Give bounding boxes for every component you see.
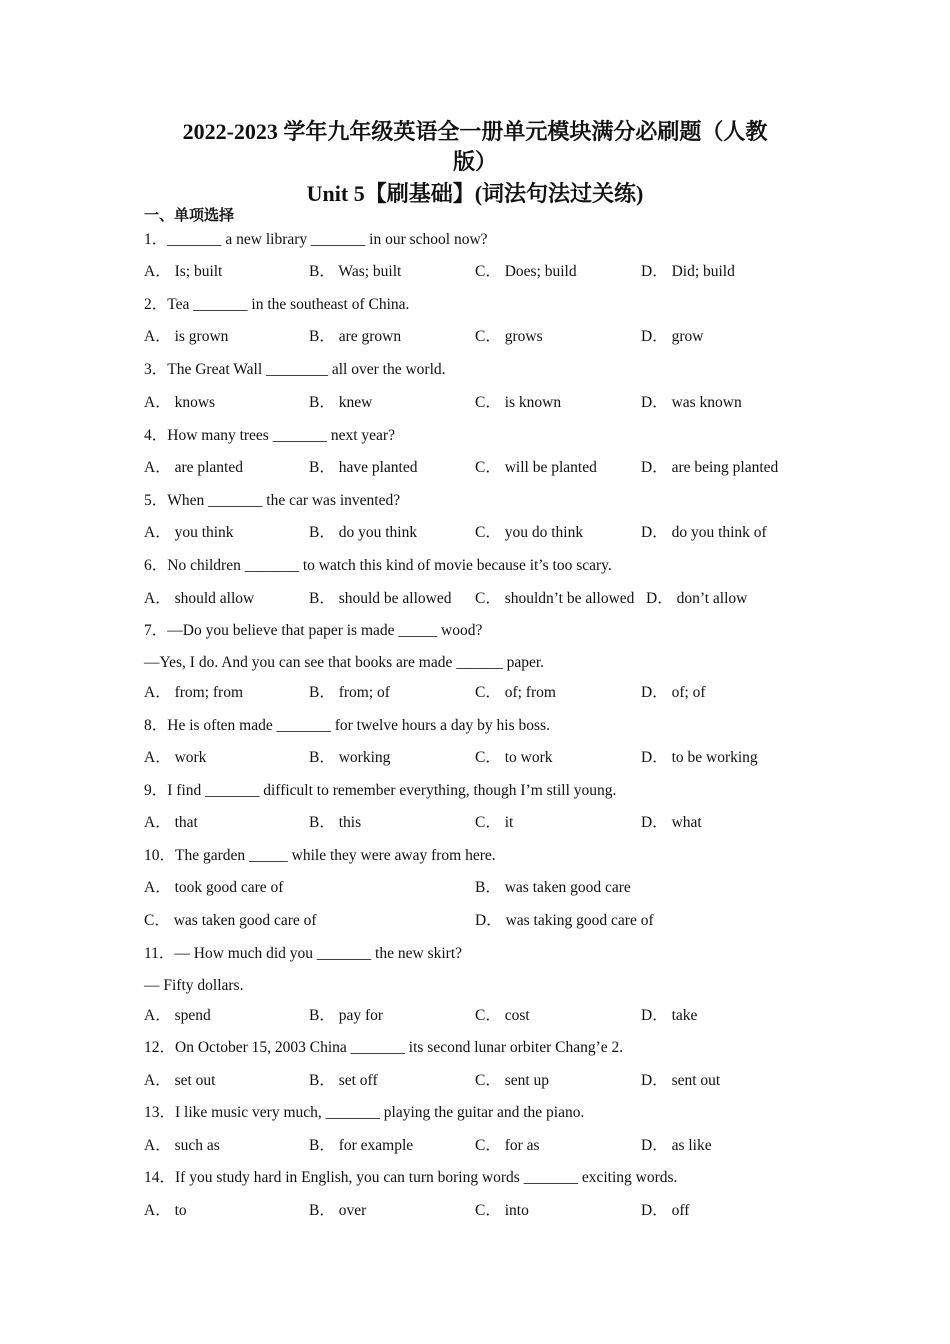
question-options	[144, 1006, 824, 1026]
option-b: B． over	[309, 1202, 367, 1219]
option-d: D． to be working	[641, 749, 758, 766]
option-a: A． you think	[144, 524, 234, 541]
question-stem-reply: —Yes, I do. And you can see that books are made ______ paper.	[144, 654, 545, 671]
option-b: B． set off	[309, 1072, 378, 1089]
question-options	[144, 589, 824, 609]
option-c: C． was taken good care of	[144, 912, 317, 929]
question-stem: 2．Tea _______ in the southeast of China.	[144, 296, 410, 313]
option-d: D． sent out	[641, 1072, 721, 1089]
doc-title-unit: Unit 5【刷基础】(词法句法过关练)	[306, 181, 644, 206]
question-stem: 4．How many trees _______ next year?	[144, 427, 395, 444]
option-a: A． such as	[144, 1137, 220, 1154]
question-options	[144, 523, 824, 543]
question-options	[144, 393, 824, 413]
question-stem: 5．When _______ the car was invented?	[144, 492, 401, 509]
question-stem: 9．I find _______ difficult to remember everything, though I’m still young.	[144, 782, 617, 799]
option-d: D． what	[641, 814, 702, 831]
question-stem: 3．The Great Wall ________ all over the world.	[144, 361, 446, 378]
option-c: C． grows	[475, 328, 543, 345]
option-a: A． work	[144, 749, 207, 766]
option-a: A． that	[144, 814, 198, 831]
question-stem: 11．— How much did you _______ the new skirt?	[144, 945, 462, 962]
option-c: C． it	[475, 814, 514, 831]
option-c: C． to work	[475, 749, 553, 766]
question-options	[144, 813, 824, 833]
option-c: C． of; from	[475, 684, 556, 701]
option-d: D． grow	[641, 328, 704, 345]
option-c: C． Does; build	[475, 263, 577, 280]
question-stem: 13．I like music very much, _______ playing the guitar and the piano.	[144, 1104, 585, 1121]
option-d: D． off	[641, 1202, 690, 1219]
section-heading: 一、单项选择	[144, 208, 235, 224]
option-d: D． as like	[641, 1137, 712, 1154]
question-stem: 6．No children _______ to watch this kind of movie because it’s too scary.	[144, 557, 612, 574]
question-options	[144, 748, 824, 768]
option-d: D． are being planted	[641, 459, 779, 476]
option-a: A． is grown	[144, 328, 229, 345]
option-a: A． are planted	[144, 459, 243, 476]
question-options	[144, 911, 824, 931]
question-options	[144, 327, 824, 347]
option-a: A． to	[144, 1202, 187, 1219]
option-c: C． you do think	[475, 524, 584, 541]
option-b: B． do you think	[309, 524, 418, 541]
question-stem: 10．The garden _____ while they were away from here.	[144, 847, 496, 864]
doc-title-line2: 版）	[452, 149, 497, 174]
question-stem: 7．—Do you believe that paper is made _____ wood?	[144, 622, 483, 639]
option-c: C． is known	[475, 394, 562, 411]
question-stem: 14．If you study hard in English, you can turn boring words _______ exciting words.	[144, 1169, 678, 1186]
option-b: B． pay for	[309, 1007, 384, 1024]
option-d: D． of; of	[641, 684, 706, 701]
option-c: C． for as	[475, 1137, 540, 1154]
question-options	[144, 1136, 824, 1156]
option-a: A． Is; built	[144, 263, 223, 280]
option-d: D． don’t allow	[646, 590, 748, 607]
question-stem-reply: — Fifty dollars.	[144, 977, 244, 994]
option-a: A． set out	[144, 1072, 216, 1089]
option-d: D． do you think of	[641, 524, 767, 541]
option-b: B． this	[309, 814, 362, 831]
question-stem: 1．_______ a new library _______ in our school now?	[144, 231, 488, 248]
option-d: D． Did; build	[641, 263, 735, 280]
doc-title-line1: 2022-2023 学年九年级英语全一册单元模块满分必刷题（人教	[182, 119, 768, 144]
question-options	[144, 683, 824, 703]
question-stem: 12．On October 15, 2003 China _______ its second lunar orbiter Chang’e 2.	[144, 1039, 624, 1056]
option-b: B． was taken good care	[475, 879, 631, 896]
option-c: C． will be planted	[475, 459, 597, 476]
option-c: C． cost	[475, 1007, 530, 1024]
option-c: C． into	[475, 1202, 529, 1219]
option-b: B． should be allowed	[309, 590, 452, 607]
option-a: A． from; from	[144, 684, 244, 701]
option-d: D． take	[641, 1007, 698, 1024]
question-options	[144, 878, 824, 898]
option-d: D． was taking good care of	[475, 912, 654, 929]
option-d: D． was known	[641, 394, 742, 411]
option-c: C． sent up	[475, 1072, 550, 1089]
question-options	[144, 1201, 824, 1221]
option-c: C． shouldn’t be allowed	[475, 590, 635, 607]
option-b: B． are grown	[309, 328, 402, 345]
option-b: B． Was; built	[309, 263, 402, 280]
option-b: B． working	[309, 749, 391, 766]
option-b: B． for example	[309, 1137, 414, 1154]
option-b: B． from; of	[309, 684, 390, 701]
option-b: B． have planted	[309, 459, 418, 476]
question-options	[144, 1071, 824, 1091]
option-a: A． took good care of	[144, 879, 284, 896]
option-a: A． knows	[144, 394, 216, 411]
option-b: B． knew	[309, 394, 373, 411]
option-a: A． should allow	[144, 590, 255, 607]
question-stem: 8．He is often made _______ for twelve hours a day by his boss.	[144, 717, 550, 734]
option-a: A． spend	[144, 1007, 211, 1024]
question-options	[144, 262, 824, 282]
question-options	[144, 458, 824, 478]
